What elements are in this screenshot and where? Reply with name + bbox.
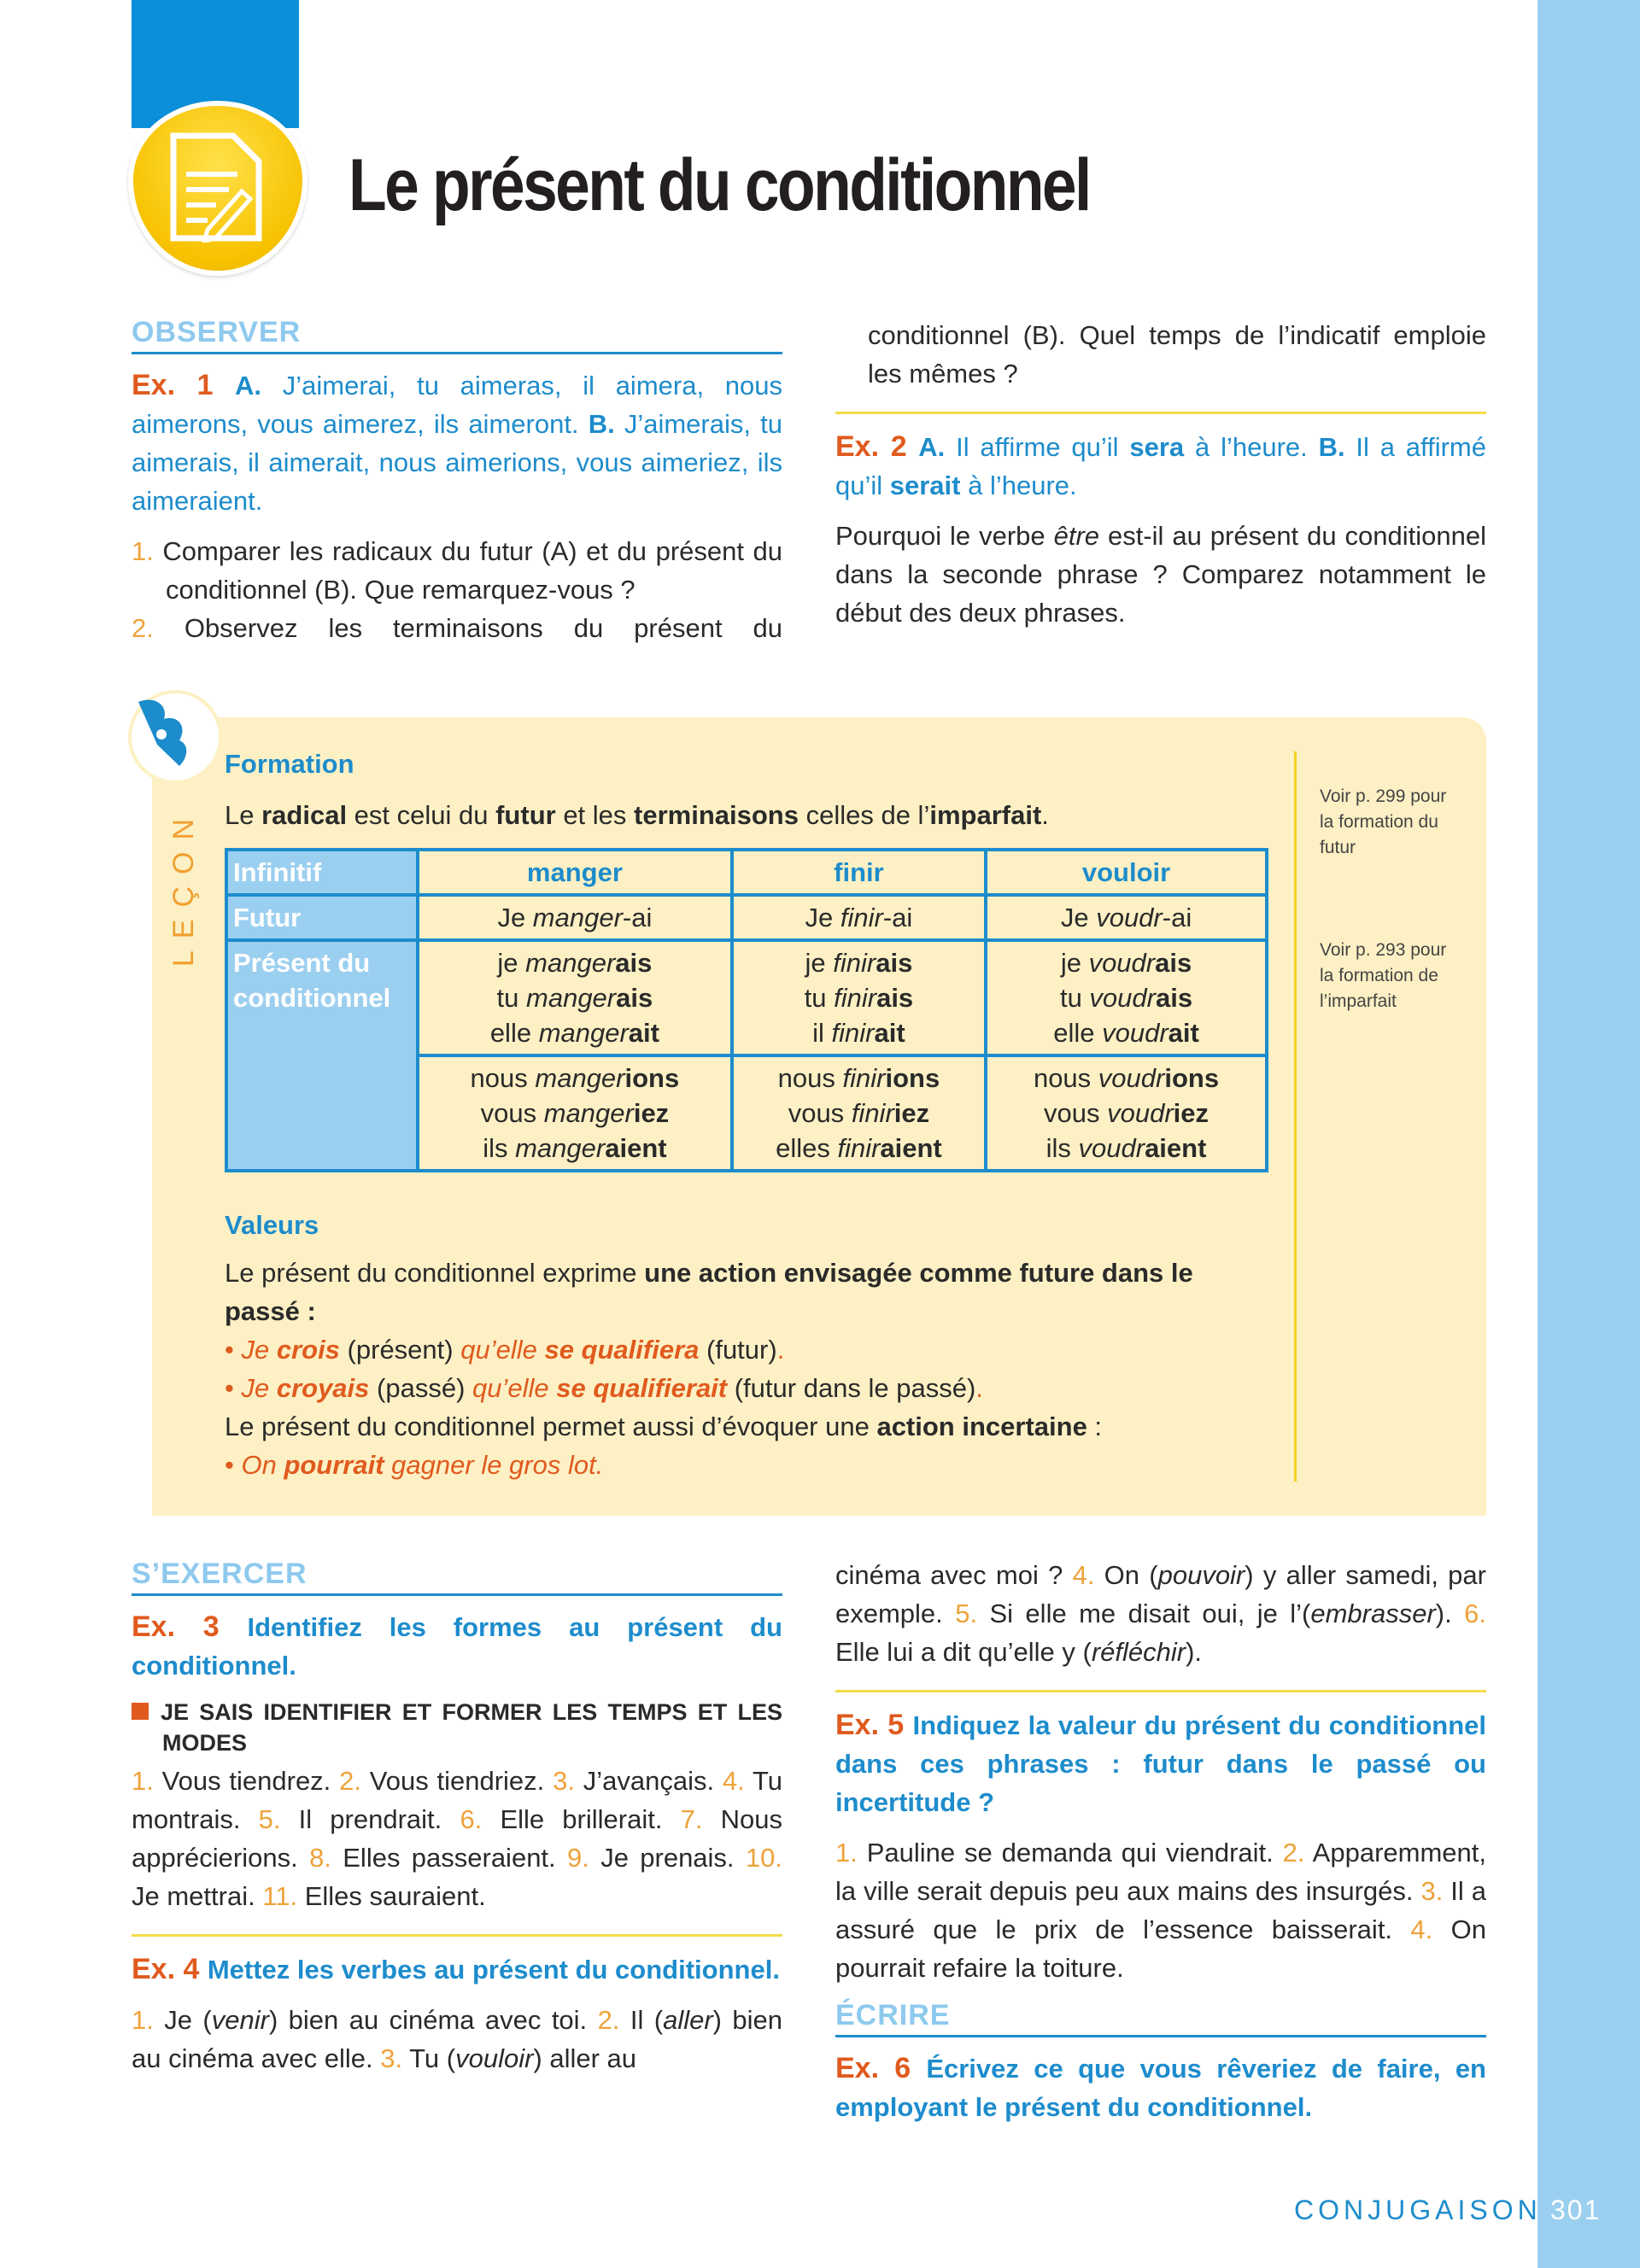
text-segment: tu [804,983,835,1013]
text-segment: venir [211,2005,269,2035]
text-segment: Pourquoi le verbe [835,521,1054,551]
text-segment: Le présent du conditionnel exprime [225,1258,645,1288]
text-segment: finir [833,948,876,978]
page-edge-strip [1538,0,1640,2268]
skill-label [132,1697,782,1758]
text-segment: serait [889,471,961,500]
text-line [739,1131,979,1166]
text-segment: à l’heure. [960,471,1077,500]
text-line [739,945,979,980]
square-bullet-icon [132,1703,149,1720]
text-line [425,1061,725,1096]
text-segment: Le présent du conditionnel permet aussi d’évoquer une [225,1412,877,1441]
side-note-futur: Voir p. 299 pour la formation du futur [1320,786,1447,857]
table-cell [418,1055,732,1171]
text-segment: manger [526,983,617,1013]
text-segment: ais [615,948,653,978]
text-segment: . [975,1373,983,1403]
text-segment: Il ( [630,2005,664,2035]
text-segment: 6. [460,1804,501,1834]
text-segment: manger [538,1018,629,1048]
text-line [425,1096,725,1131]
text-segment: ils [483,1133,516,1163]
exercise-1 [132,366,782,520]
text-line [993,1015,1260,1050]
text-segment: : [1086,1412,1103,1441]
text-segment: à l’heure. [1184,432,1319,462]
text-segment: ais [1155,983,1193,1013]
valeurs-text [225,1254,1268,1484]
text-segment: (passé) [369,1373,473,1403]
text-segment: 8. [309,1843,343,1873]
text-segment: vous [480,1098,544,1128]
verb-header: vouloir [986,850,1267,895]
table-cell [986,1055,1267,1171]
text-segment: Ex. 3 [132,1610,248,1643]
text-segment: Je [241,1373,277,1403]
text-segment: ais [876,948,913,978]
text-segment: Elle brillerait. [500,1804,681,1834]
text-segment: 2. [1282,1838,1313,1868]
text-segment: je [1060,948,1089,978]
text-line [225,1369,1268,1407]
text-segment: Je ( [164,2005,212,2035]
text-segment: qu’elle [460,1335,545,1365]
text-segment: elle [1053,1018,1103,1048]
exercise-4-items [132,2001,782,2078]
text-segment: Vous tiendrez. [161,1766,340,1796]
text-segment: • [225,1450,242,1480]
text-segment: qu’elle [472,1373,557,1403]
text-segment: manger [543,1098,634,1128]
pen-nib-icon [128,690,222,784]
text-segment: voudr [1102,1018,1168,1048]
text-segment: nous [470,1063,536,1093]
text-segment: A. [918,432,946,462]
text-segment: 1. [132,1766,162,1796]
text-line [225,1407,1268,1446]
text-segment: Je [1060,903,1097,932]
table-cell [732,940,986,1055]
text-segment: croyais [276,1373,370,1403]
text-line [993,945,1260,980]
exercise-4-items-continued [835,1556,1486,1671]
text-segment: -ai [1162,903,1192,932]
text-segment: tu [1059,983,1090,1013]
page-title: Le présent du conditionnel [348,144,1090,226]
text-line [225,1330,1268,1369]
exercer-heading: S’EXERCER [132,1556,782,1596]
text-segment: voudr [1096,903,1163,932]
text-segment: radical [261,800,348,830]
text-segment: 4. [1410,1914,1451,1944]
text-segment: Je mettrai. [132,1881,263,1911]
question-1 [132,532,782,609]
text-segment: Je [497,903,533,932]
text-segment: -ai [622,903,653,932]
text-segment: futur [495,800,556,830]
text-segment: 5. [258,1804,299,1834]
text-segment: elles [776,1133,838,1163]
text-segment: finir [831,1018,875,1048]
text-segment: (futur) [699,1335,777,1365]
text-segment: Apparemment, la ville serait depuis peu aux mains des insurgés. [835,1838,1486,1906]
separator [835,412,1486,414]
text-segment: voudr [1107,1098,1174,1128]
exercer-right-column [835,1556,1486,2126]
table-cell [732,895,986,940]
text-segment: embrasser [1310,1599,1436,1628]
text-segment: 2. [597,2005,630,2035]
text-segment: Comparer les radicaux du futur (A) et du présent du conditionnel (B). Que remarquez-vous ? [162,536,783,605]
text-segment: Écrivez ce que vous rêveriez de faire, en employant le présent du conditionnel. [835,2054,1486,2122]
footer-section: CONJUGAISON [1294,2195,1542,2225]
text-segment: pourrait [284,1450,384,1480]
text-segment: 1. [132,536,163,566]
skill-text: JE SAIS IDENTIFIER ET FORMER LES TEMPS ET LES MODES [161,1699,782,1756]
text-segment: 11. [262,1881,305,1911]
formation-rule [225,796,1049,834]
text-segment: Pauline se demanda qui viendrait. [866,1838,1283,1868]
text-segment: Elles sauraient. [304,1881,486,1911]
text-segment: Elle lui a dit qu’elle y ( [835,1637,1092,1667]
document-icon [128,101,308,276]
text-segment: ). [1186,1637,1203,1667]
text-segment: 10. [745,1843,782,1873]
text-segment: 6. [1464,1599,1486,1628]
text-line [993,1061,1260,1096]
text-segment: aient [1145,1133,1207,1163]
text-segment: ). [1435,1599,1465,1628]
text-segment: (futur dans le passé) [727,1373,976,1403]
exercise-2 [835,428,1486,505]
text-segment: imparfait [929,800,1042,830]
text-segment: vouloir [455,2043,534,2073]
text-segment: Je prenais. [600,1843,746,1873]
text-segment: Nous apprécierions. [132,1804,782,1873]
exercise-2-question [835,517,1486,632]
text-segment: 4. [1072,1560,1104,1590]
exercise-6-instruction [835,2049,1486,2126]
table-cell [418,895,732,940]
text-line [425,1015,725,1050]
text-segment: iez [1173,1098,1210,1128]
text-segment: ) bien au cinéma avec elle. [132,2005,783,2073]
text-segment: finir [842,1063,886,1093]
text-segment: je [805,948,834,978]
text-segment: se qualifiera [544,1335,700,1365]
text-segment: Il affirme qu’il [945,432,1130,462]
text-segment: Il prendrait. [298,1804,460,1834]
text-segment: J’avançais. [583,1766,723,1796]
text-segment: finir [837,1133,881,1163]
text-segment: ils [1046,1133,1079,1163]
text-segment: ait [1168,1018,1199,1048]
text-segment: Ex. 1 [132,369,236,401]
text-segment: 1. [835,1838,867,1868]
text-segment: se qualifierait [556,1373,728,1403]
text-segment: ais [616,983,653,1013]
question-2-continued: conditionnel (B). Quel temps de l’indicatif emploie les mêmes ? [868,320,1486,389]
text-segment: B. [1318,432,1345,462]
text-segment: ait [628,1018,659,1048]
text-line [739,1061,979,1096]
exercise-5-instruction [835,1706,1486,1821]
text-segment: . [776,1335,785,1365]
text-line [993,1131,1260,1166]
observer-right-column [835,316,1486,632]
exercise-5-items [835,1833,1486,1987]
text-segment: 2. [132,613,184,643]
text-segment: une action envisagée comme future dans le passé : [225,1258,1193,1326]
text-segment: celles de l’ [798,800,930,830]
text-segment: nous [777,1063,843,1093]
verb-header: finir [732,850,986,895]
text-segment: On ( [1104,1560,1158,1590]
text-segment: J’aimerais, tu aimerais, il aimerait, nous aimerions, vous aimeriez, ils aimeraient. [132,409,782,516]
valeurs-heading: Valeurs [225,1210,319,1240]
question-2 [132,609,782,647]
table-cell [732,1055,986,1171]
text-segment: nous [1033,1063,1098,1093]
text-segment: Si elle me disait oui, je l’( [989,1599,1311,1628]
text-segment: voudr [1088,948,1156,978]
conjugation-table [225,848,1268,1172]
text-segment: terminaisons [634,800,799,830]
text-segment: ions [885,1063,940,1093]
row-header-futur: Futur [226,895,418,940]
lesson-label: LEÇON [167,807,200,967]
text-segment: cinéma avec moi ? [835,1560,1073,1590]
text-segment: Identifiez les formes au présent du conditionnel. [132,1612,782,1681]
text-line [425,1131,725,1166]
table-cell [418,940,732,1055]
observer-left-column [132,314,782,647]
text-segment: ait [874,1018,905,1048]
text-segment: Mettez les verbes au présent du conditionnel. [207,1955,780,1984]
text-segment: vous [1044,1098,1108,1128]
text-segment: sera [1129,432,1185,462]
text-segment: manger [515,1133,606,1163]
text-segment: pouvoir [1157,1560,1245,1590]
separator [132,1934,782,1937]
text-segment: Ex. 5 [835,1709,913,1741]
text-segment: • [225,1335,242,1365]
exercise-4-instruction [132,1950,782,1989]
text-line [993,1096,1260,1131]
observer-heading: OBSERVER [132,314,782,354]
text-segment: ais [1155,948,1192,978]
text-segment: Indiquez la valeur du présent du conditionnel dans ces phrases : futur dans le passé ou incertitude ? [835,1710,1486,1817]
exercer-left-column [132,1556,782,2078]
ecrire-heading: ÉCRIRE [835,1997,1486,2037]
text-line [739,980,979,1015]
text-segment: crois [276,1335,340,1365]
text-segment: (présent) [339,1335,461,1365]
text-segment: 4. [722,1766,753,1796]
verb-header: manger [418,850,732,895]
text-segment: ions [1164,1063,1220,1093]
row-header-infinitif: Infinitif [226,850,418,895]
text-segment: ) bien au cinéma avec toi. [268,2005,598,2035]
text-segment: action incertaine [876,1412,1087,1441]
table-cell [986,895,1267,940]
text-segment: 3. [553,1766,583,1796]
text-segment: Je [241,1335,277,1365]
text-segment: aller [663,2005,713,2035]
text-segment: aient [880,1133,942,1163]
text-line [739,1015,979,1050]
text-segment: il [812,1018,832,1048]
text-line [425,945,725,980]
text-segment: J’aimerai, tu aimeras, il aimera, nous aimerons, vous aimerez, ils aimeront. [132,371,782,439]
text-segment: Vous tiendriez. [369,1766,554,1796]
table-row [226,895,1267,940]
text-line [739,1096,979,1131]
text-line [993,980,1260,1015]
text-line [225,1446,1268,1484]
text-segment: iez [633,1098,670,1128]
text-segment: Tu ( [409,2043,456,2073]
text-segment: Ex. 2 [835,430,919,463]
text-segment: -ai [882,903,913,932]
text-segment: 9. [567,1843,601,1873]
text-segment: ions [624,1063,680,1093]
text-segment: Tu montrais. [132,1766,783,1834]
text-segment: ) aller au [533,2043,637,2073]
text-segment: je [497,948,526,978]
table-row [226,850,1267,895]
text-line [225,1254,1268,1330]
text-segment: 7. [680,1804,721,1834]
text-segment: voudr [1089,983,1156,1013]
side-note-imparfait: Voir p. 293 pour la formation de l’imparfait [1320,940,1447,1011]
table-row [226,940,1267,1055]
text-segment: finir [840,903,883,932]
row-header-present: Présent du conditionnel [226,940,418,1171]
text-segment: 3. [380,2043,410,2073]
text-segment: 3. [1420,1876,1451,1906]
text-segment: voudr [1098,1063,1165,1093]
text-segment: voudr [1078,1133,1145,1163]
text-segment: Le [225,800,262,830]
text-segment: Observez les terminaisons du présent du [184,613,783,643]
text-segment: ) y aller samedi, par exemple. [835,1560,1486,1628]
formation-heading: Formation [225,749,354,779]
text-segment: et les [555,800,635,830]
text-segment: vous [788,1098,852,1128]
exercise-3-instruction [132,1608,782,1685]
text-segment: est celui du [347,800,496,830]
text-segment: manger [535,1063,625,1093]
table-cell [986,940,1267,1055]
text-segment: 1. [132,2005,165,2035]
text-segment: finir [851,1098,894,1128]
text-segment: A. [235,371,262,400]
text-segment: manger [525,948,616,978]
text-segment: B. [588,409,615,439]
separator [835,1690,1486,1692]
page-number: 301 [1550,2195,1602,2225]
text-segment: Je [805,903,840,932]
text-segment: On pourrait refaire la toiture. [835,1914,1486,1983]
text-line [425,980,725,1015]
text-segment: Ex. 4 [132,1953,208,1985]
text-segment: réfléchir [1091,1637,1186,1667]
text-segment: 5. [955,1599,990,1628]
text-segment: être [1053,521,1100,551]
text-segment: • [225,1373,242,1403]
text-segment: iez [893,1098,930,1128]
text-segment: Il a assuré que le prix de l’essence baisserait. [835,1876,1486,1944]
text-segment: finir [834,983,877,1013]
text-segment: est-il au présent du conditionnel dans la seconde phrase ? Comparez notamment le début des deux phrases. [835,521,1486,628]
margin-rule [1294,751,1297,1482]
text-segment: On [241,1450,284,1480]
text-segment: Ex. 6 [835,2052,927,2084]
text-segment: aient [605,1133,667,1163]
text-segment: manger [532,903,623,932]
text-segment: 2. [339,1766,370,1796]
text-segment: . [1041,800,1049,830]
text-segment: Elles passeraient. [343,1843,567,1873]
text-segment: elle [489,1018,539,1048]
text-segment: tu [496,983,527,1013]
text-segment: ais [876,983,914,1013]
exercise-3-items [132,1762,782,1915]
text-segment: gagner le gros lot. [384,1450,604,1480]
text-segment: Il a affirmé qu’il [835,432,1486,500]
